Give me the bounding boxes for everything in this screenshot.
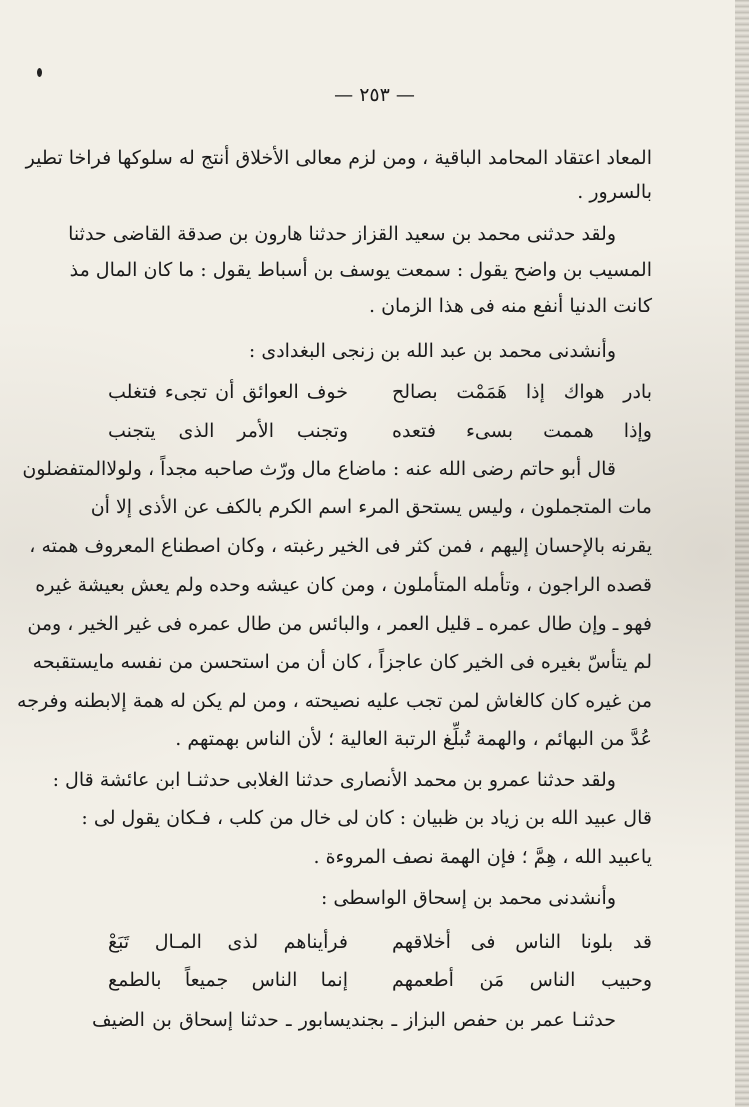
verse-3-first-hemistich: قد بلونا الناس فى أخلاقهم <box>392 931 652 953</box>
verse-4-first-hemistich: وحبيب الناس مَن أطعمهم <box>392 969 652 991</box>
text-line-19: حدثنـا عمر بن حفص البزاز ـ بجنديسابور ـ حدثنا إسحاق بن الضيف <box>92 1009 616 1031</box>
text-line-4: المسيب بن واضح يقول : سمعت يوسف بن أسباط يقول : ما كان المال مذ <box>69 259 652 281</box>
text-line-18: وأنشدنى محمد بن إسحاق الواسطى : <box>320 887 616 909</box>
text-line-12: لم يتأسّ بغيره فى الخير كان عاجزاً ، كان أن من استحسن من نفسه مايستقبحه <box>32 651 652 673</box>
verse-1-second-hemistich: خوف العوائق أن تجىء فتغلب <box>108 381 348 403</box>
page-number: — ٢٥٣ — <box>334 84 415 106</box>
text-line-1: المعاد اعتقاد المحامد الباقية ، ومن لزم معالى الأخلاق أنتج له سلوكها فراخا تطير <box>25 147 652 169</box>
text-line-9: يقرنه بالإحسان إليهم ، فمن كثر فى الخير رغبته ، وكان اصطناع المعروف همته ، <box>29 535 652 557</box>
verse-3-second-hemistich: فرأيناهم لذى المـال تَبَعْ <box>108 931 348 953</box>
text-line-3: ولقد حدثنى محمد بن سعيد القزاز حدثنا هارون بن صدقة القاضى حدثنا <box>68 223 616 245</box>
text-line-8: مات المتجملون ، وليس يستحق المرء اسم الكرم بالكف عن الأذى إلا أن <box>90 496 652 518</box>
text-line-15: ولقد حدثنا عمرو بن محمد الأنصارى حدثنا الغلابى حدثنـا ابن عائشة قال : <box>52 769 616 791</box>
page-edge-shadow <box>735 0 749 1107</box>
text-line-10: قصده الراجون ، وتأمله المتأملون ، ومن كان عيشه وحده ولم يعش بعيشة غيره <box>35 574 652 596</box>
text-line-16: قال عبيد الله بن زياد بن ظبيان : كان لى خال من كلب ، فـكان يقول لى : <box>81 807 652 829</box>
text-line-14: عُدَّ من البهائم ، والهمة تُبلِّغ الرتبة العالية ؛ لأن الناس بهمتهم . <box>175 728 652 750</box>
text-line-6: وأنشدنى محمد بن عبد الله بن زنجى البغدادى : <box>248 340 616 362</box>
text-line-13: من غيره كان كالغاش لمن تجب عليه نصيحته ، ومن لم يكن له همة إلابطنه وفرجه <box>17 690 652 712</box>
verse-2-second-hemistich: وتجنب الأمر الذى يتجنب <box>108 420 348 442</box>
verse-1-first-hemistich: بادر هواك إذا هَمَمْت بصالح <box>392 381 652 403</box>
text-line-11: فهو ـ وإن طال عمره ـ قليل العمر ، والبائس من طال عمره فى غير الخير ، ومن <box>27 613 652 635</box>
text-line-2: بالسرور . <box>577 181 652 203</box>
verse-2-first-hemistich: وإذا هممت بسىء فتعده <box>392 420 652 442</box>
verse-4-second-hemistich: إنما الناس جميعاً بالطمع <box>108 969 348 991</box>
text-line-7: قال أبو حاتم رضى الله عنه : ماضاع مال ورّث صاحبه مجداً ، ولولاالمتفضلون <box>22 458 616 480</box>
text-line-17: ياعبيد الله ، هِمَّ ؛ فإن الهمة نصف المروءة . <box>313 846 652 868</box>
text-line-5: كانت الدنيا أنفع منه فى هذا الزمان . <box>369 295 652 317</box>
margin-ink-mark <box>37 68 42 77</box>
